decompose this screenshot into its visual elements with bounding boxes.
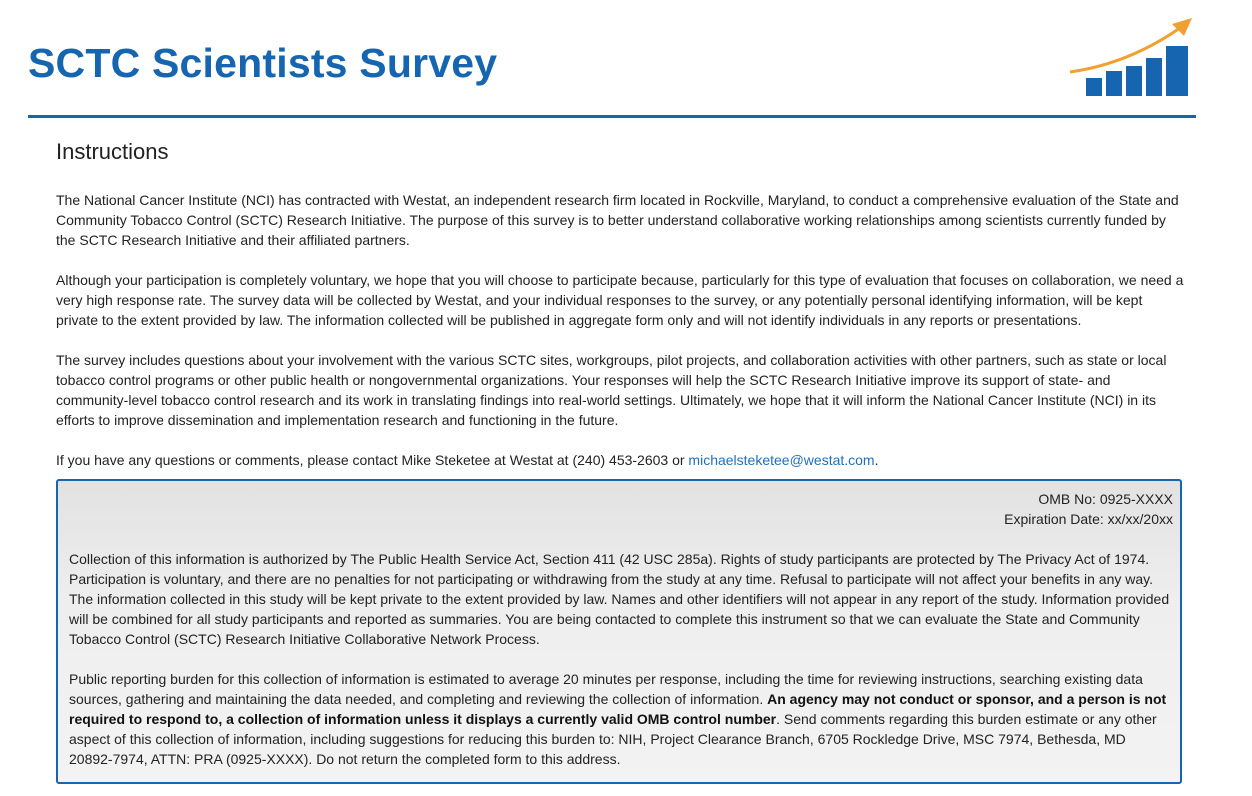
omb-info xyxy=(69,489,1173,529)
omb-number: OMB No: 0925-XXXX xyxy=(1038,491,1173,507)
burden-text-end: . Send comments regarding this burden estimate or any other aspect of this collection of information, including suggestions for reducing this burden to: NIH, Project Clearance Branch, 6705 Rockledge Drive, MSC 7974, Bethesda, MD 20892-7974, ATTN: PRA (0925-XXXX). Do not return the completed form to this address. xyxy=(69,711,1157,767)
burden-text: Public reporting burden for this collection of information is estimated to average 20 minutes per response, including the time for reviewing instructions, searching existing data sources, gathering and maintaining the data needed, and completing and reviewing the collection of information. xyxy=(69,671,1143,707)
burden-bold-text: An agency may not conduct or sponsor, and a person is not required to respond to, a collection of information unless it displays a currently valid OMB control number xyxy=(69,691,1167,727)
instructions-paragraph: The survey includes questions about your involvement with the various SCTC sites, workgroups, pilot projects, and collaboration activities with other partners, such as state or local tobacco control programs or other public health or nongovernmental organizations. Your responses will help the SCTC Research Initiative improve its support of state- and community-level tobacco control research and its work in translating findings into real-world settings. Ultimately, we hope that it will inform the National Cancer Institute (NCI) in its efforts to improve dissemination and implementation research and functioning in the future. xyxy=(56,352,1167,428)
instructions-heading: Instructions xyxy=(56,139,169,164)
expiration-date: Expiration Date: xx/xx/20xx xyxy=(1004,511,1173,527)
contact-paragraph xyxy=(56,450,1186,470)
bar-chart-growth-icon xyxy=(1068,16,1194,100)
instructions-paragraph: Although your participation is completely voluntary, we hope that you will choose to participate because, particularly for this type of evaluation that focuses on collaboration, we need a very high response rate. The survey data will be collected by Westat, and your individual responses to the survey, or any potentially personal identifying information, will be kept private to the extent provided by law. The information collected will be published in aggregate form only and will not identify individuals in any reports or presentations. xyxy=(56,272,1184,328)
page-header xyxy=(28,0,1196,118)
contact-email-link[interactable]: michaelsteketee@westat.com xyxy=(688,452,875,468)
page-title: SCTC Scientists Survey xyxy=(28,40,498,86)
omb-notice-box xyxy=(56,479,1182,784)
contact-suffix: . xyxy=(874,452,879,468)
instructions-paragraph: The National Cancer Institute (NCI) has contracted with Westat, an independent research firm located in Rockville, Maryland, to conduct a comprehensive evaluation of the State and Community Tobacco Control (SCTC) Research Initiative. The purpose of this survey is to better understand collaborative working relationships among scientists currently funded by the SCTC Research Initiative and their affiliated partners. xyxy=(56,192,1179,248)
contact-text: If you have any questions or comments, please contact Mike Steketee at Westat at (240) 453-2603 or xyxy=(56,452,689,468)
instructions-section xyxy=(56,136,1186,490)
burden-paragraph xyxy=(69,669,1173,769)
authorization-paragraph: Collection of this information is authorized by The Public Health Service Act, Section 411 (42 USC 285a). Rights of study participants are protected by The Privacy Act of 1974. Participation is voluntary, and there are no penalties for not participating or withdrawing from the study at any time. Refusal to participate will not affect your benefits in any way. The information collected in this study will be kept private to the extent provided by law. Names and other identifiers will not appear in any report of the study. Information provided will be combined for all study participants and reported as summaries. You are being contacted to complete this instrument so that we can evaluate the State and Community Tobacco Control (SCTC) Research Initiative Collaborative Network Process. xyxy=(69,551,1170,647)
